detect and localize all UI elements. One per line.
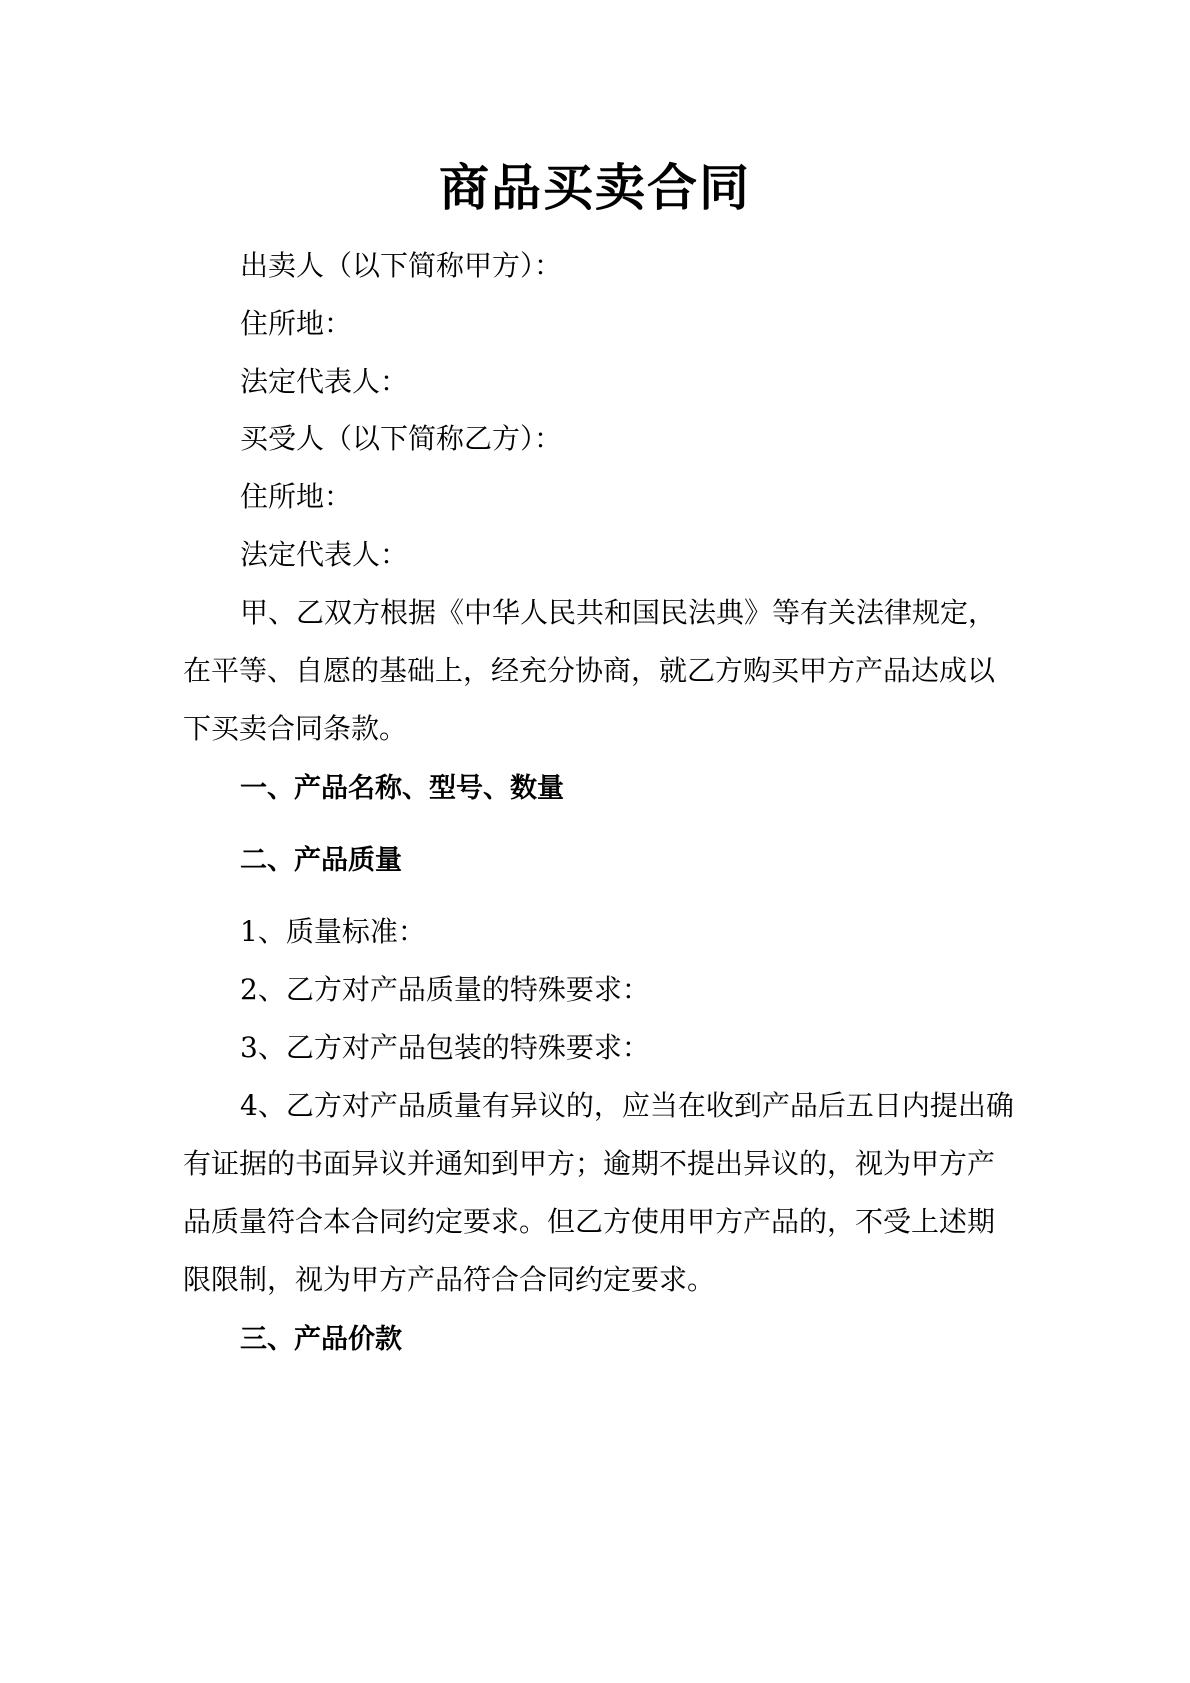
- section-2-heading: 二、产品质量: [240, 845, 402, 876]
- section-3-heading: 三、产品价款: [240, 1324, 402, 1355]
- buyer-representative-label: 法定代表人：: [240, 538, 409, 571]
- buyer-label: 买受人（以下简称乙方）：: [240, 422, 563, 455]
- preamble-line-2: 在平等、自愿的基础上，经充分协商，就乙方购买甲方产品达成以: [183, 654, 996, 687]
- buyer-address-label: 住所地：: [240, 480, 353, 513]
- quality-objection-line-3: 品质量符合本合同约定要求。但乙方使用甲方产品的，不受上述期: [183, 1205, 996, 1238]
- quality-objection-line-2: 有证据的书面异议并通知到甲方；逾期不提出异议的，视为甲方产: [183, 1147, 996, 1180]
- quality-objection-line-1: 4、乙方对产品质量有异议的，应当在收到产品后五日内提出确: [240, 1089, 1014, 1122]
- quality-objection-line-4: 限限制，视为甲方产品符合合同约定要求。: [183, 1263, 716, 1296]
- seller-address-label: 住所地：: [240, 307, 353, 340]
- packaging-special-requirements-item: 3、乙方对产品包装的特殊要求：: [240, 1031, 650, 1064]
- seller-representative-label: 法定代表人：: [240, 365, 409, 398]
- quality-standard-item: 1、质量标准：: [240, 915, 426, 948]
- seller-label: 出卖人（以下简称甲方）：: [240, 249, 563, 282]
- preamble-line-3: 下买卖合同条款。: [183, 712, 408, 745]
- section-1-heading: 一、产品名称、型号、数量: [240, 773, 564, 804]
- quality-special-requirements-item: 2、乙方对产品质量的特殊要求：: [240, 973, 650, 1006]
- preamble-line-1: 甲、乙双方根据《中华人民共和国民法典》等有关法律规定，: [240, 596, 997, 629]
- document-title: 商品买卖合同: [439, 158, 751, 217]
